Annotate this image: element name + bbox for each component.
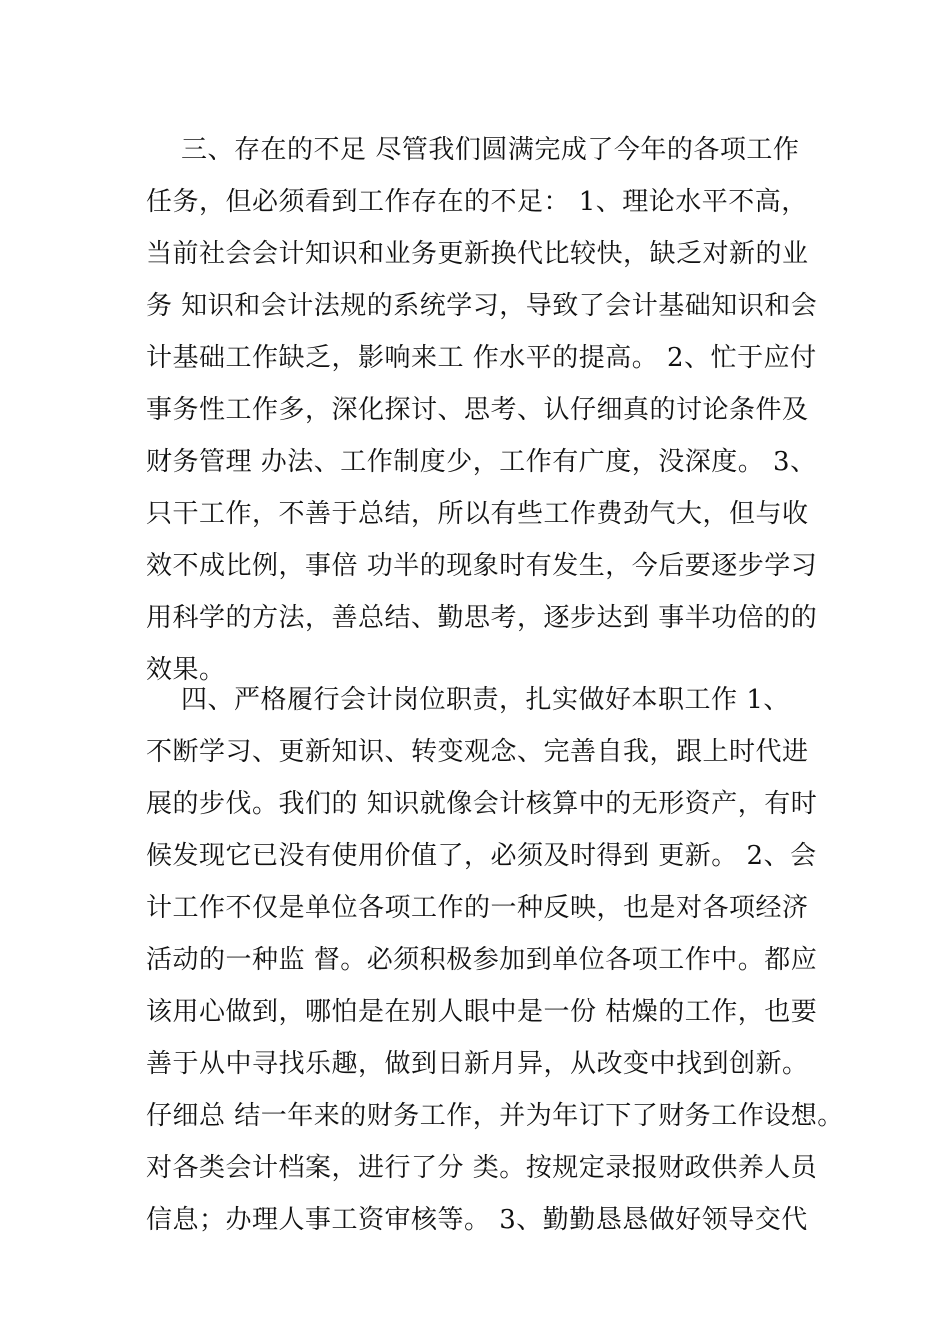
- text-line: 该用心做到，哪怕是在别人眼中是一份 枯燥的工作，也要: [146, 997, 818, 1027]
- text-line: 务 知识和会计法规的系统学习，导致了会计基础知识和会: [146, 291, 818, 321]
- text-line: 财务管理 办法、工作制度少，工作有广度，没深度。 3、: [146, 447, 817, 477]
- text-line: 善于从中寻找乐趣，做到日新月异，从改变中找到创新。: [146, 1049, 809, 1079]
- text-line: 仔细总 结一年来的财务工作，并为年订下了财务工作设想。: [146, 1101, 844, 1131]
- text-line: 对各类会计档案，进行了分 类。按规定录报财政供养人员: [146, 1153, 818, 1183]
- text-line: 效不成比例，事倍 功半的现象时有发生，今后要逐步学习: [146, 551, 818, 581]
- text-line: 计基础工作缺乏，影响来工 作水平的提高。 2、忙于应付: [146, 343, 817, 373]
- text-line: 不断学习、更新知识、转变观念、完善自我，跟上时代进: [146, 737, 809, 767]
- text-line: 事务性工作多，深化探讨、思考、认仔细真的讨论条件及: [146, 395, 809, 425]
- paragraph-shortcomings: [146, 124, 816, 696]
- text-line: 四、严格履行会计岗位职责，扎实做好本职工作 1、: [146, 685, 790, 715]
- text-line: 展的步伐。我们的 知识就像会计核算中的无形资产，有时: [146, 789, 818, 819]
- text-line: 活动的一种监 督。必须积极参加到单位各项工作中。都应: [146, 945, 818, 975]
- text-line: 只干工作，不善于总结，所以有些工作费劲气大，但与收: [146, 499, 809, 529]
- paragraph-duties: [146, 674, 844, 1246]
- text-line: 效果。: [146, 655, 226, 685]
- text-line: 信息；办理人事工资审核等。 3、勤勤恳恳做好领导交代: [146, 1205, 808, 1235]
- text-line: 计工作不仅是单位各项工作的一种反映，也是对各项经济: [146, 893, 809, 923]
- text-line: 候发现它已没有使用价值了，必须及时得到 更新。 2、会: [146, 841, 817, 871]
- text-line: 用科学的方法，善总结、勤思考，逐步达到 事半功倍的的: [146, 603, 818, 633]
- text-line: 任务，但必须看到工作存在的不足： 1、理论水平不高，: [146, 187, 808, 217]
- text-line: 三、存在的不足 尽管我们圆满完成了今年的各项工作: [146, 135, 800, 165]
- text-line: 当前社会会计知识和业务更新换代比较快，缺乏对新的业: [146, 239, 809, 269]
